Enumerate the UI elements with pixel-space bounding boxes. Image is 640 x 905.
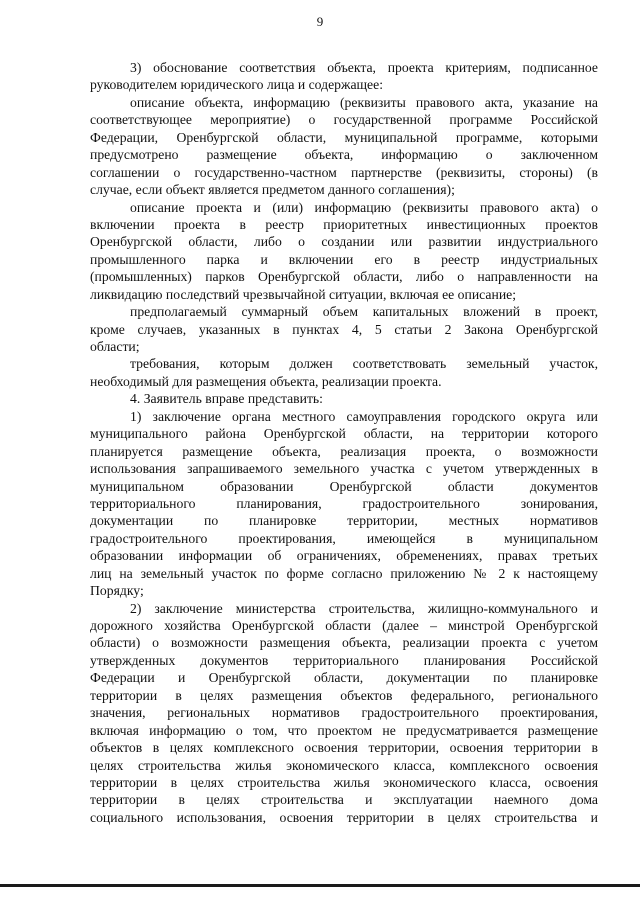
- text-line: включая информацию о том, что проектом не предусматривается размещение: [90, 722, 598, 738]
- text-line: руководителем юридического лица и содержащее:: [90, 77, 384, 93]
- text-line: планируется размещение объекта, реализация проекта, о возможности: [90, 443, 598, 459]
- scan-edge-line: [0, 884, 640, 887]
- text-line: 4. Заявитель вправе представить:: [130, 391, 323, 407]
- text-line: описание проекта и (или) информацию (реквизиты правового акта) о: [130, 199, 598, 215]
- text-line: предполагаемый суммарный объем капитальных вложений в проект,: [130, 304, 598, 320]
- text-line: (промышленных) парков Оренбургской области, либо о направленности на: [90, 269, 598, 285]
- text-line: использования запрашиваемого земельного участка с учетом утвержденных в: [90, 461, 598, 477]
- text-line: Порядку;: [90, 583, 144, 599]
- text-line: дорожного хозяйства Оренбургской области (далее – минстрой Оренбургской: [90, 618, 598, 633]
- text-line: соглашении о государственно-частном партнерстве (реквизиты, стороны) (в: [90, 164, 598, 180]
- text-line: территории в целях размещения объектов федерального, регионального: [90, 687, 598, 703]
- text-line: случае, если объект является предметом данного соглашения);: [90, 182, 455, 198]
- document-body: [90, 59, 598, 826]
- text-line: кроме случаев, указанных в пунктах 4, 5 статьи 2 Закона Оренбургской: [90, 321, 598, 337]
- text-line: социального использования, освоения территории в целях строительства и: [90, 809, 598, 825]
- text-line: территории в целях строительства жилья экономического класса, освоения: [90, 774, 598, 790]
- text-line: соответствующее мероприятие) о государственной программе Российской: [90, 112, 598, 128]
- text-line: Федерации, Оренбургской области, муниципальной программе, которыми: [90, 129, 598, 145]
- text-line: описание объекта, информацию (реквизиты правового акта, указание на: [130, 94, 598, 110]
- text-line: Федерации и Оренбургской области, документации по планировке: [90, 670, 598, 686]
- text-line: Оренбургской области, либо о создании или развитии индустриального: [90, 234, 598, 250]
- text-line: значения, региональных нормативов градостроительного проектирования,: [90, 705, 598, 721]
- text-line: муниципального района Оренбургской области, на территории которого: [90, 426, 598, 442]
- text-line: документации по планировке территории, местных нормативов: [90, 513, 598, 529]
- text-line: градостроительного проектирования, имеющейся в муниципальном: [90, 530, 598, 546]
- text-line: требования, которым должен соответствовать земельный участок,: [130, 356, 598, 372]
- text-line: территориального планирования, градостроительного зонирования,: [90, 495, 598, 511]
- text-line: образовании информации об ограничениях, обременениях, правах третьих: [90, 548, 598, 564]
- text-line: 2) заключение министерства строительства, жилищно-коммунального и: [130, 600, 598, 616]
- text-line: включении проекта в реестр приоритетных инвестиционных проектов: [90, 216, 598, 232]
- text-line: объектов в целях комплексного освоения территории, освоения территории в: [90, 740, 598, 756]
- text-line: утвержденных документов территориального планирования Российской: [90, 652, 598, 668]
- text-line: области;: [90, 339, 140, 354]
- text-line: лиц на земельный участок по форме согласно приложению № 2 к настоящему: [90, 565, 598, 581]
- text-line: муниципальном образовании Оренбургской области документов: [90, 478, 598, 494]
- text-line: предусмотрено размещение объекта, информацию о заключенном: [90, 147, 598, 163]
- text-line: области) о возможности размещения объекта, реализации проекта с учетом: [90, 635, 598, 651]
- text-line: ликвидацию последствий чрезвычайной ситуации, включая ее описание;: [90, 286, 517, 302]
- text-line: 1) заключение органа местного самоуправления городского округа или: [130, 408, 598, 424]
- page-number: 9: [316, 14, 324, 29]
- text-line: территории в целях строительства и эксплуатации наемного дома: [90, 792, 598, 808]
- text-line: целях строительства жилья экономического класса, комплексного освоения: [90, 757, 598, 773]
- text-line: необходимый для размещения объекта, реализации проекта.: [90, 373, 442, 389]
- text-line: промышленного парка и включении его в реестр индустриальных: [90, 251, 598, 267]
- text-line: 3) обоснование соответствия объекта, проекта критериям, подписанное: [130, 60, 598, 75]
